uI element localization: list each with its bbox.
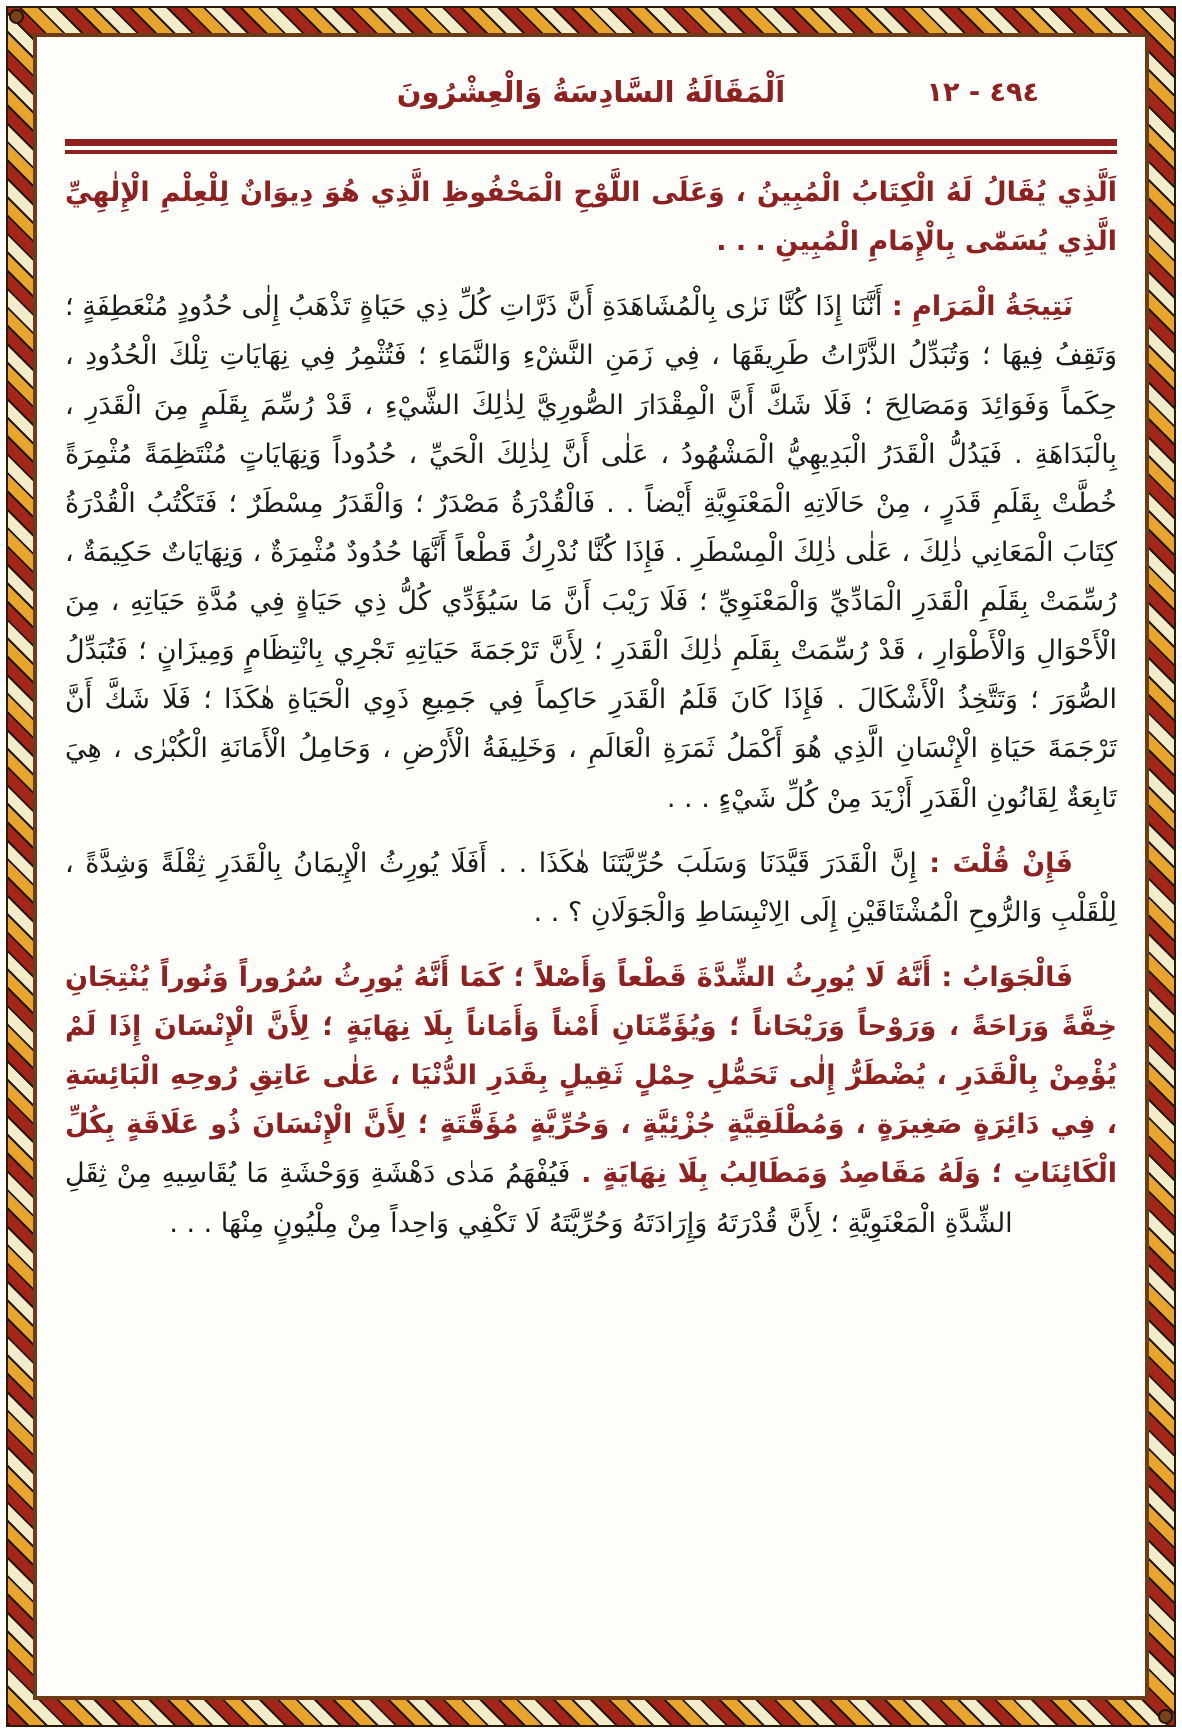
- question-body-text: إِنَّ الْقَدَرَ قَيَّدَنَا وَسَلَبَ حُرِّيَّتَنَا هٰكَذَا . . أَفَلَا يُورِثُ الْإِيمَانُ بِالْقَدَرِ ثِقْلَةً وَشِدَّةً ، لِلْقَلْبِ وَالرُّوحِ الْمُشْتَاقَيْنِ إِلَى الِانْبِسَاطِ وَالْجَوَلَانِ ؟ . .: [65, 847, 1117, 928]
- answer-lead-label: فَالْجَوَابُ :: [931, 961, 1074, 993]
- question-lead-label: فَإِنْ قُلْتَ :: [916, 847, 1073, 879]
- paragraph-question: [65, 839, 1117, 937]
- answer-body-black-text: فَيُفْهَمُ مَدٰى دَهْشَةِ وَوَحْشَةِ مَا يُقَاسِيهِ مِنْ ثِقَلِ الشِّدَّةِ الْمَعْنَوِيَّةِ ؛ لِأَنَّ قُدْرَتَهُ وَإِرَادَتَهُ وَحُرِّيَّتَهُ لَا تَكْفِي وَاحِداً مِنْ مِلْيُونٍ مِنْهَا . . .: [65, 1158, 1013, 1239]
- page-content: [37, 37, 1145, 1696]
- paragraph-continuation: [65, 168, 1117, 266]
- answer-body-red-text: أَنَّهُ لَا يُورِثُ الشِّدَّةَ قَطْعاً وَأَصْلاً ؛ كَمَا أَنَّهُ يُورِثُ سُرُوراً وَنُوراً يُنْتِجَانِ خِفَّةً وَرَاحَةً ، وَرَوْحاً وَرَيْحَاناً ؛ وَيُؤَمِّنَانِ أَمْناً وَأَمَاناً بِلَا نِهَايَةٍ ؛ لِأَنَّ الْإِنْسَانَ إِذَا لَمْ يُؤْمِنْ بِالْقَدَرِ ، يُضْطَرُّ إِلٰى تَحَمُّلِ حِمْلٍ ثَقِيلٍ بِقَدَرِ الدُّنْيَا ، عَلٰى عَاتِقِ رُوحِهِ الْبَائِسَةِ ، فِي دَائِرَةٍ صَغِيرَةٍ ، وَمُطْلَقِيَّةٍ جُزْئِيَّةٍ ، وَحُرِّيَّةٍ مُؤَقَّتَةٍ ؛ لِأَنَّ الْإِنْسَانَ ذُو عَلَاقَةٍ بِكُلِّ الْكَائِنَاتِ ؛ وَلَهُ مَقَاصِدُ وَمَطَالِبُ بِلَا نِهَايَةٍ .: [65, 961, 1117, 1190]
- header-divider-rule: [65, 139, 1117, 154]
- corner-ornament-bottom-right: [1158, 1709, 1173, 1724]
- paragraph-natija: [65, 282, 1117, 822]
- page-number: ٤٩٤ - ١٢: [926, 77, 1039, 108]
- page-header: [65, 61, 1117, 139]
- continuation-text: اَلَّذِي يُقَالُ لَهُ الْكِتَابُ الْمُبِينُ ، وَعَلَى اللَّوْحِ الْمَحْفُوظِ الَّذِي هُوَ دِيوَانٌ لِلْعِلْمِ الْإِلٰهِيِّ الَّذِي يُسَمّٰى بِالْإِمَامِ الْمُبِينِ . . .: [65, 177, 1117, 258]
- natija-body-text: أَنَّنَا إِذَا كُنَّا نَرٰى بِالْمُشَاهَدَةِ أَنَّ ذَرَّاتِ كُلِّ ذِي حَيَاةٍ تَذْهَبُ إِلٰى حُدُودٍ مُنْعَطِفَةٍ ؛ وَتَقِفُ فِيهَا ؛ وَتُبَدِّلُ الذَّرَّاتُ طَرِيقَهَا ، فِي زَمَنِ النَّشْءِ وَالنَّمَاءِ ؛ فَتُثْمِرُ فِي نِهَايَاتِ تِلْكَ الْحُدُودِ ، حِكَماً وَفَوَائِدَ وَمَصَالِحَ ؛ فَلَا شَكَّ أَنَّ الْمِقْدَارَ الصُّورِيَّ لِذٰلِكَ الشَّيْءِ ، قَدْ رُسِّمَ بِقَلَمٍ مِنَ الْقَدَرِ ، بِالْبَدَاهَةِ . فَيَدُلُّ الْقَدَرُ الْبَدِيهِيُّ الْمَشْهُودُ ، عَلٰى أَنَّ لِذٰلِكَ الْحَيِّ ، حُدُوداً وَنِهَايَاتٍ مُنْتَظِمَةً مُثْمِرَةً خُطَّتْ بِقَلَمِ قَدَرٍ ، مِنْ حَالَاتِهِ الْمَعْنَوِيَّةِ أَيْضاً . . فَالْقُدْرَةُ مَصْدَرٌ ؛ وَالْقَدَرُ مِسْطَرٌ ؛ فَتَكْتُبُ الْقُدْرَةُ كِتَابَ الْمَعَانِي ذٰلِكَ ، عَلٰى ذٰلِكَ الْمِسْطَرِ . فَإِذَا كُنَّا نُدْرِكُ قَطْعاً أَنَّهَا حُدُودٌ مُثْمِرَةٌ ، وَنِهَايَاتٌ حَكِيمَةٌ ، رُسِّمَتْ بِقَلَمِ الْقَدَرِ الْمَادِّيِّ وَالْمَعْنَوِيِّ ؛ فَلَا رَيْبَ أَنَّ مَا سَيُؤَدِّي كُلُّ ذِي حَيَاةٍ فِي مُدَّةِ حَيَاتِهِ ، مِنَ الْأَحْوَالِ وَالْأَطْوَارِ ، قَدْ رُسِّمَتْ بِقَلَمِ ذٰلِكَ الْقَدَرِ ؛ لِأَنَّ تَرْجَمَةَ حَيَاتِهِ تَجْرِي بِانْتِظَامٍ وَمِيزَانٍ ؛ فَتُبَدِّلُ الصُّوَرَ ؛ وَتَتَّخِذُ الْأَشْكَالَ . فَإِذَا كَانَ قَلَمُ الْقَدَرِ حَاكِماً فِي جَمِيعِ ذَوِي الْحَيَاةِ هٰكَذَا ؛ فَلَا شَكَّ أَنَّ تَرْجَمَةَ حَيَاةِ الْإِنْسَانِ الَّذِي هُوَ أَكْمَلُ ثَمَرَةِ الْعَالَمِ ، وَخَلِيفَةُ الْأَرْضِ ، وَحَامِلُ الْأَمَانَةِ الْكُبْرٰى ، هِيَ تَابِعَةٌ لِقَانُونِ الْقَدَرِ أَزْيَدَ مِنْ كُلِّ شَيْءٍ . . .: [65, 291, 1117, 814]
- page-title: اَلْمَقَالَةُ السَّادِسَةُ وَالْعِشْرُونَ: [396, 75, 786, 109]
- paragraph-answer: [65, 953, 1117, 1248]
- ornate-border-frame: [6, 6, 1176, 1727]
- body-text: [65, 168, 1117, 1248]
- page-inner-area: [33, 33, 1149, 1700]
- corner-ornament-top-left: [9, 9, 24, 24]
- natija-lead-label: نَتِيجَةُ الْمَرَامِ :: [882, 291, 1073, 323]
